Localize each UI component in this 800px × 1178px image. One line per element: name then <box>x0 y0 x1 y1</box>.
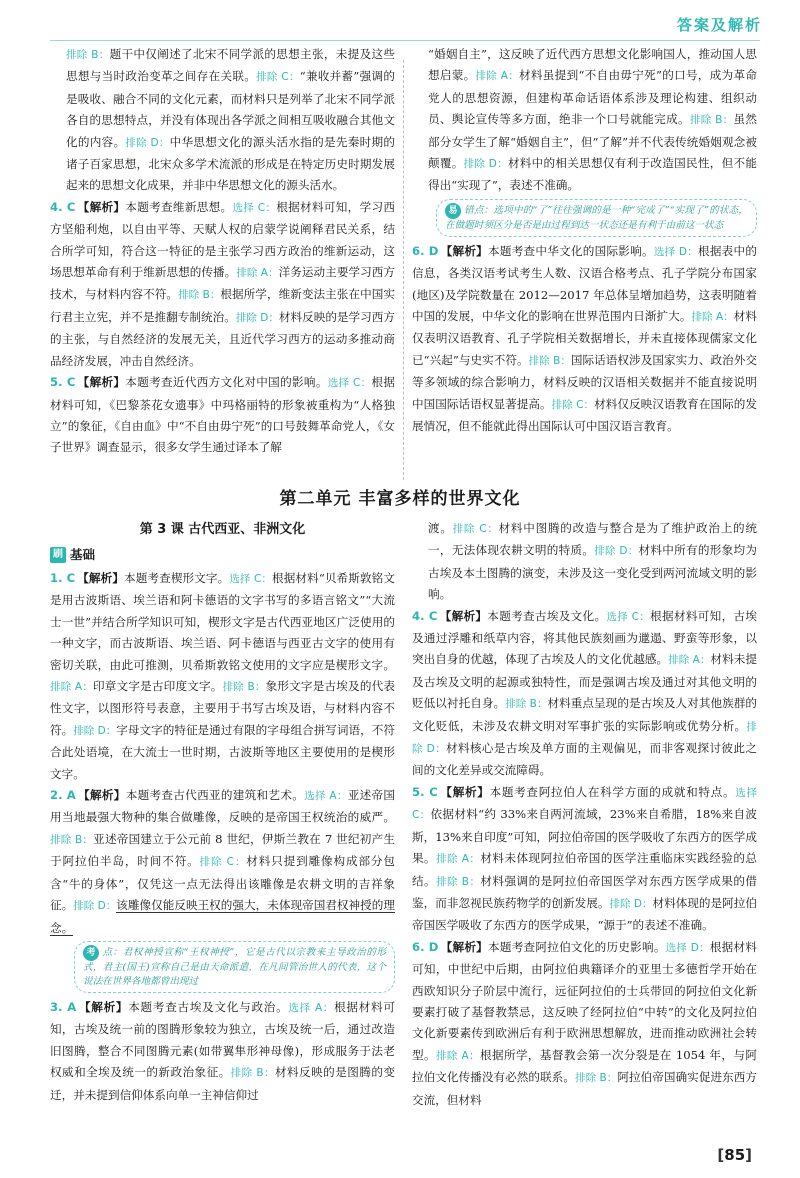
answer-5: 5. C 【解析】本题考查近代西方文化对中国的影响。选择 C：根据材料可知，《巴黎茶花女遗事》中玛格丽特的形象被重构为“人格独立”的象征，《自由血》中“不自由毋宁死”的口号鼓舞革命党人，《女子世界》调查显示，很多女学生通过译本了解 <box>50 375 395 455</box>
answer-5-continued: “婚姻自主”，这反映了近代西方思想文化影响国人，推动国人思想启蒙。排除 A：材料虽提到“不自由毋宁死”的口号，成为革命党人的思想资源，但建构革命话语体系涉及理论构建、组织动员、舆论宣传等多方面，绝非一个口号就能完成。排除 B：虽然部分女学生了解“婚姻自主”，但“了解”并不代表传统婚姻观念被颠覆。排除 D：材料中的相关思想仅有利于改造国民性，但不能得出“实现了”，表述不准确。 <box>428 47 757 193</box>
answer-5-right: 5. C 【解析】本题考查阿拉伯人在科学方面的成就和特点。选择 C：依据材料“约 33%来自两河流域，23%来自希腊，18%来自波斯，13%来自印度”可知，阿拉伯帝国的医学吸收了东西方的医学成果。排除 A：材料未体现阿拉伯帝国的医学注重临床实践经验的总结。排除 B：材料强调的是阿拉伯帝国医学对东西方医学成果的借鉴，而非忽视民族药物学的创新发展。排除 D：材料体现的是阿拉伯帝国医学吸收了东西方的医学成果，“源于”的表述不准确。 <box>412 784 757 933</box>
unit-title: 第二单元 丰富多样的世界文化 <box>279 489 521 509</box>
error-badge-icon: 易 <box>445 203 461 219</box>
exam-badge-icon: 考 <box>83 945 99 961</box>
exam-point-note: 考 点：君权神授宣称“王权神授”，它是古代以宗教来主导政治的形式，君主(国王)宣称自己是由天命派遣，在凡间管治世人的代表，这个说法在世界各地都曾出现过 <box>74 941 395 993</box>
column-divider <box>403 60 404 480</box>
answer-4-right: 4. C 【解析】本题考查古埃及文化。选择 C：根据材料可知，古埃及通过浮雕和纸草内容，将其他民族刻画为邋遢、野蛮等形象，以突出自身的优越，体现了古埃及人的文化优越感。排除 A：材料未提及古埃及文明的起源或独特性，而是强调古埃及通过对其他文明的贬低以衬托自身。排除 B：材料重点呈现的是古埃及人对其他族群的文化贬低，未涉及农耕文明对军事扩张的实际影响或优势分析。排除 D：材料核心是古埃及单方面的主观偏见，而非客观探讨彼此之间的文化差异或交流障碍。 <box>412 608 757 778</box>
top-left-column <box>50 44 395 459</box>
answer-3: 3. A 【解析】本题考查古埃及文化与政治。选择 A：根据材料可知，古埃及统一前的图腾形象较为独立，古埃及统一后，通过改造旧图腾，整合不同图腾元素(如带翼隼形神母像)，形成服务于法老权威和全埃及统一的新政治象征。排除 B：材料反映的是图腾的变迁，并未提到信仰体系向单一主神信仰过 <box>50 999 395 1102</box>
answer-1: 1. C 【解析】本题考查楔形文字。选择 C：根据材料“贝希斯敦铭文是用古波斯语、埃兰语和阿卡德语的文字书写的多语言铭文”“大流士一世”并结合所学知识可知，楔形文字是古代西亚地区广泛使用的一种文字，而古波斯语、埃兰语、阿卡德语与西亚古文字的使用有密切关联，由此可推测，贝希斯敦铭文使用的文字应是楔形文字。排除 A：印章文字是古印度文字。排除 B：象形文字是古埃及的代表性文字，以图形符号表意，主要用于书写古埃及语，与材料内容不符。排除 D：字母文字的特征是通过有限的字母组合拼写词语，不符合此处语境，在大流士一世时期，古波斯等地区主要使用的是楔形文字。 <box>50 571 395 781</box>
bottom-right-column <box>412 518 757 1111</box>
answer-6-right: 6. D 【解析】本题考查阿拉伯文化的历史影响。选择 D：根据材料可知，中世纪中后期，由阿拉伯典籍译介的亚里士多德哲学开始在西欧知识分子阶层中流行，远征阿拉伯的士兵带回的阿拉伯文化新要素打破了基督教禁忌，这反映了经阿拉伯“中转”的文化及阿拉伯文化新要素传到欧洲后有利于欧洲思想解放，进而推动欧洲社会转型。排除 A：根据所学，基督教会第一次分裂是在 1054 年，与阿拉伯文化传播没有必然的联系。排除 B：阿拉伯帝国确实促进东西方交流，但材料 <box>412 939 757 1107</box>
answer-3-continued: 排除 B：题干中仅阐述了北宋不同学派的思想主张，未提及这些思想与当时政治变革之间存在关联。排除 C：“兼收并蓄”强调的是吸收、融合不同的文化元素，而材料只是列举了北宋不同学派各自的思想特点，并没有体现出各学派之间相互吸收融合其他文化的内容。排除 D：中华思想文化的源头活水指的是先秦时期的诸子百家思想，北宋众多学术流派的形成是在特定历史时期发展起来的思想文化成果，并非中华思想文化的源头活水。 <box>66 47 396 193</box>
answer-3-continued-right: 渡。排除 C：材料中图腾的改造与整合是为了维护政治上的统一，无法体现农耕文明的特质。排除 D：材料中所有的形象均为古埃及本土图腾的演变，未涉及这一变化受到两河流域文明的影响。 <box>428 521 757 602</box>
page-number: [85] <box>717 1146 752 1164</box>
lesson-title: 第 3 课 古代西亚、非洲文化 <box>139 522 306 537</box>
brush-icon: 刷 <box>50 547 66 563</box>
header-divider <box>50 40 760 41</box>
bottom-left-column <box>50 518 395 1106</box>
error-prone-note: 易 错点：选项中的“了”往往强调的是一种“完成了”“实现了”的状态，在做题时须区分是否是由过程到达一状态还是有利于由前这一状态 <box>436 199 757 237</box>
top-right-column <box>412 44 757 438</box>
header-title: 答案及解析 <box>676 16 762 34</box>
answer-4: 4. C 【解析】本题考查维新思想。选择 C：根据材料可知，学习西方坚船利炮，以自由平等、天赋人权的启蒙学说阐释君民关系，结合所学可知，符合这一特征的是主张学习西方政治的维新运动，这场思想革命有利于维新思想的传播。排除 A：洋务运动主要学习西方技术，与材料内容不符。排除 B：根据所学，维新变法主张在中国实行君主立宪，并不是推翻专制统治。排除 D：材料反映的是学习西方的主张，与自然经济的发展无关，且近代学习西方的运动多推动商品经济发展，冲击自然经济。 <box>50 199 395 368</box>
answer-6: 6. D 【解析】本题考查中华文化的国际影响。选择 D：根据表中的信息，各类汉语考试考生人数、汉语合格考点、孔子学院分布国家(地区)及学院数量在 2012—2017 年总体呈增加趋势，这表明随着中国的发展，中华文化的影响在世界范围内日渐扩大。排除 A：材料仅表明汉语教育、孔子学院相关数据增长，并未直接体现儒家文化已“兴起”与史实不符。排除 B：国际话语权涉及国家实力、政治外交等多领域的综合影响力，材料反映的汉语相关数据并不能直接说明中国国际话语权显著提高。排除 C：材料仅反映汉语教育在国际的发展情况，但不能就此得出国际认可中国汉语言教育。 <box>412 243 757 434</box>
section-heading: 刷 基础 <box>50 544 395 566</box>
answer-2: 2. A 【解析】本题考查古代西亚的建筑和艺术。选择 A：亚述帝国用当地最强大物种的集合做雕像，反映的是帝国王权统治的威严。排除 B：亚述帝国建立于公元前 8 世纪，伊斯兰教在 7 世纪初产生于阿拉伯半岛，时间不符。排除 C：材料只提到雕像构成部分包含“牛的身体”，仅凭这一点无法得出该雕像是农耕文明的吉祥象征。排除 D：该雕像仅能反映王权的强大，未体现帝国君权神授的理念。 <box>50 788 395 935</box>
